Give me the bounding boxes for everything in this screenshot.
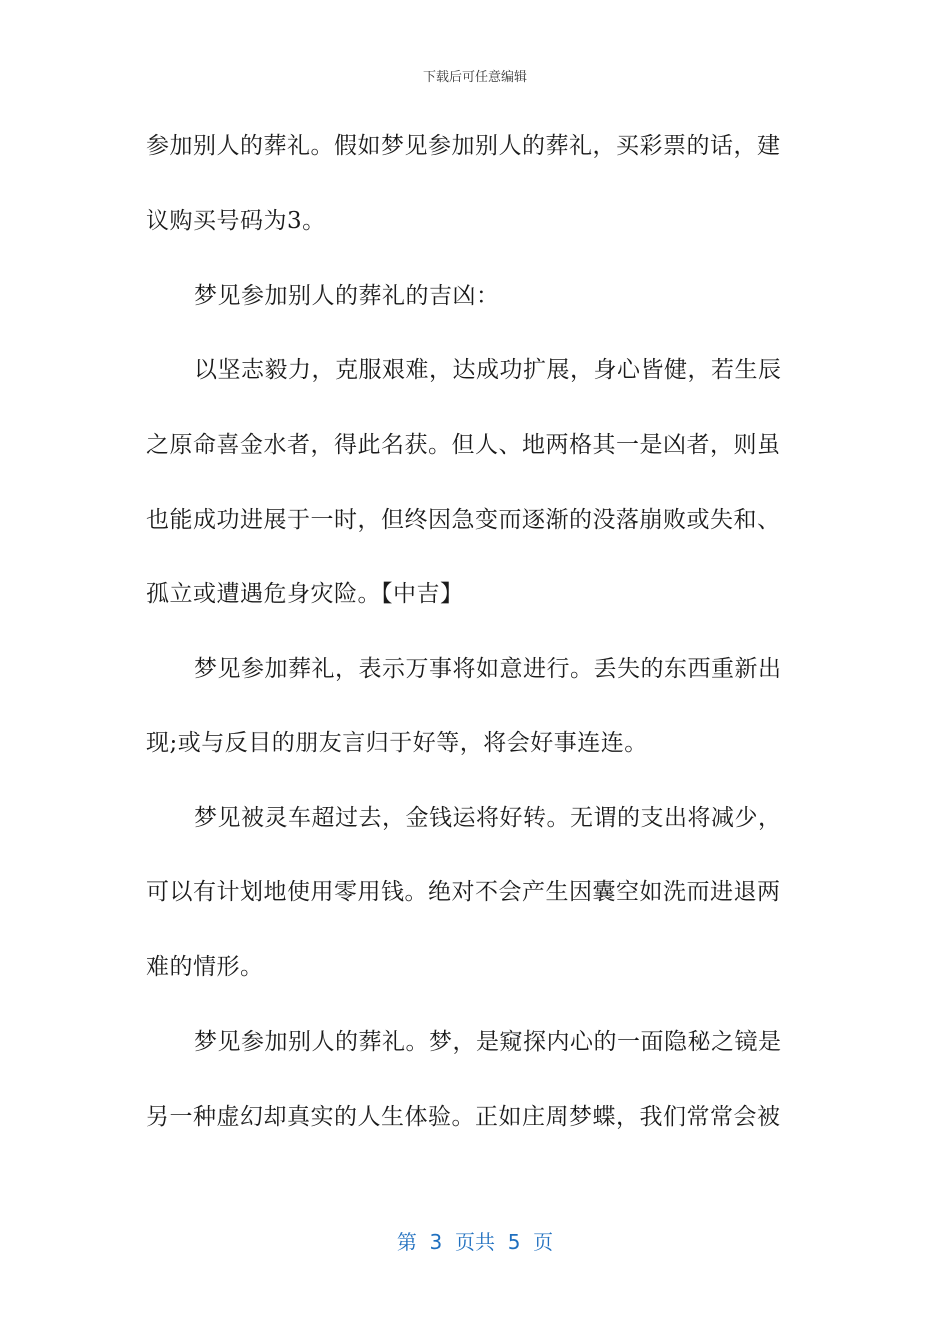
body-line: 梦见被灵车超过去，金钱运将好转。无谓的支出将减少， xyxy=(194,805,782,831)
page-indicator: 第 3 页共 5 页 xyxy=(396,1230,554,1254)
body-line: 之原命喜金水者，得此名获。但人、地两格其一是凶者，则虽 xyxy=(146,432,781,458)
body-line: 梦见参加别人的葬礼。梦，是窥探内心的一面隐秘之镜是 xyxy=(194,1029,782,1055)
body-line: 以坚志毅力，克服艰难，达成功扩展，身心皆健，若生辰 xyxy=(194,357,782,383)
body-line: 梦见参加葬礼，表示万事将如意进行。丢失的东西重新出 xyxy=(194,656,782,682)
body-line: 可以有计划地使用零用钱。绝对不会产生因囊空如洗而进退两 xyxy=(146,879,781,905)
body-line: 参加别人的葬礼。假如梦见参加别人的葬礼，买彩票的话，建 xyxy=(146,133,781,159)
body-line: 议购买号码为3。 xyxy=(146,208,326,234)
body-line: 也能成功进展于一时，但终因急变而逐渐的没落崩败或失和、 xyxy=(146,507,781,533)
header-note: 下载后可任意编辑 xyxy=(422,70,527,85)
body-line: 孤立或遭遇危身灾险。【中吉】 xyxy=(146,581,464,607)
body-line: 难的情形。 xyxy=(146,954,264,980)
section-heading: 梦见参加别人的葬礼的吉凶： xyxy=(194,283,500,309)
body-line: 现;或与反目的朋友言归于好等，将会好事连连。 xyxy=(146,730,648,756)
body-line: 另一种虚幻却真实的人生体验。正如庄周梦蝶，我们常常会被 xyxy=(146,1104,781,1130)
